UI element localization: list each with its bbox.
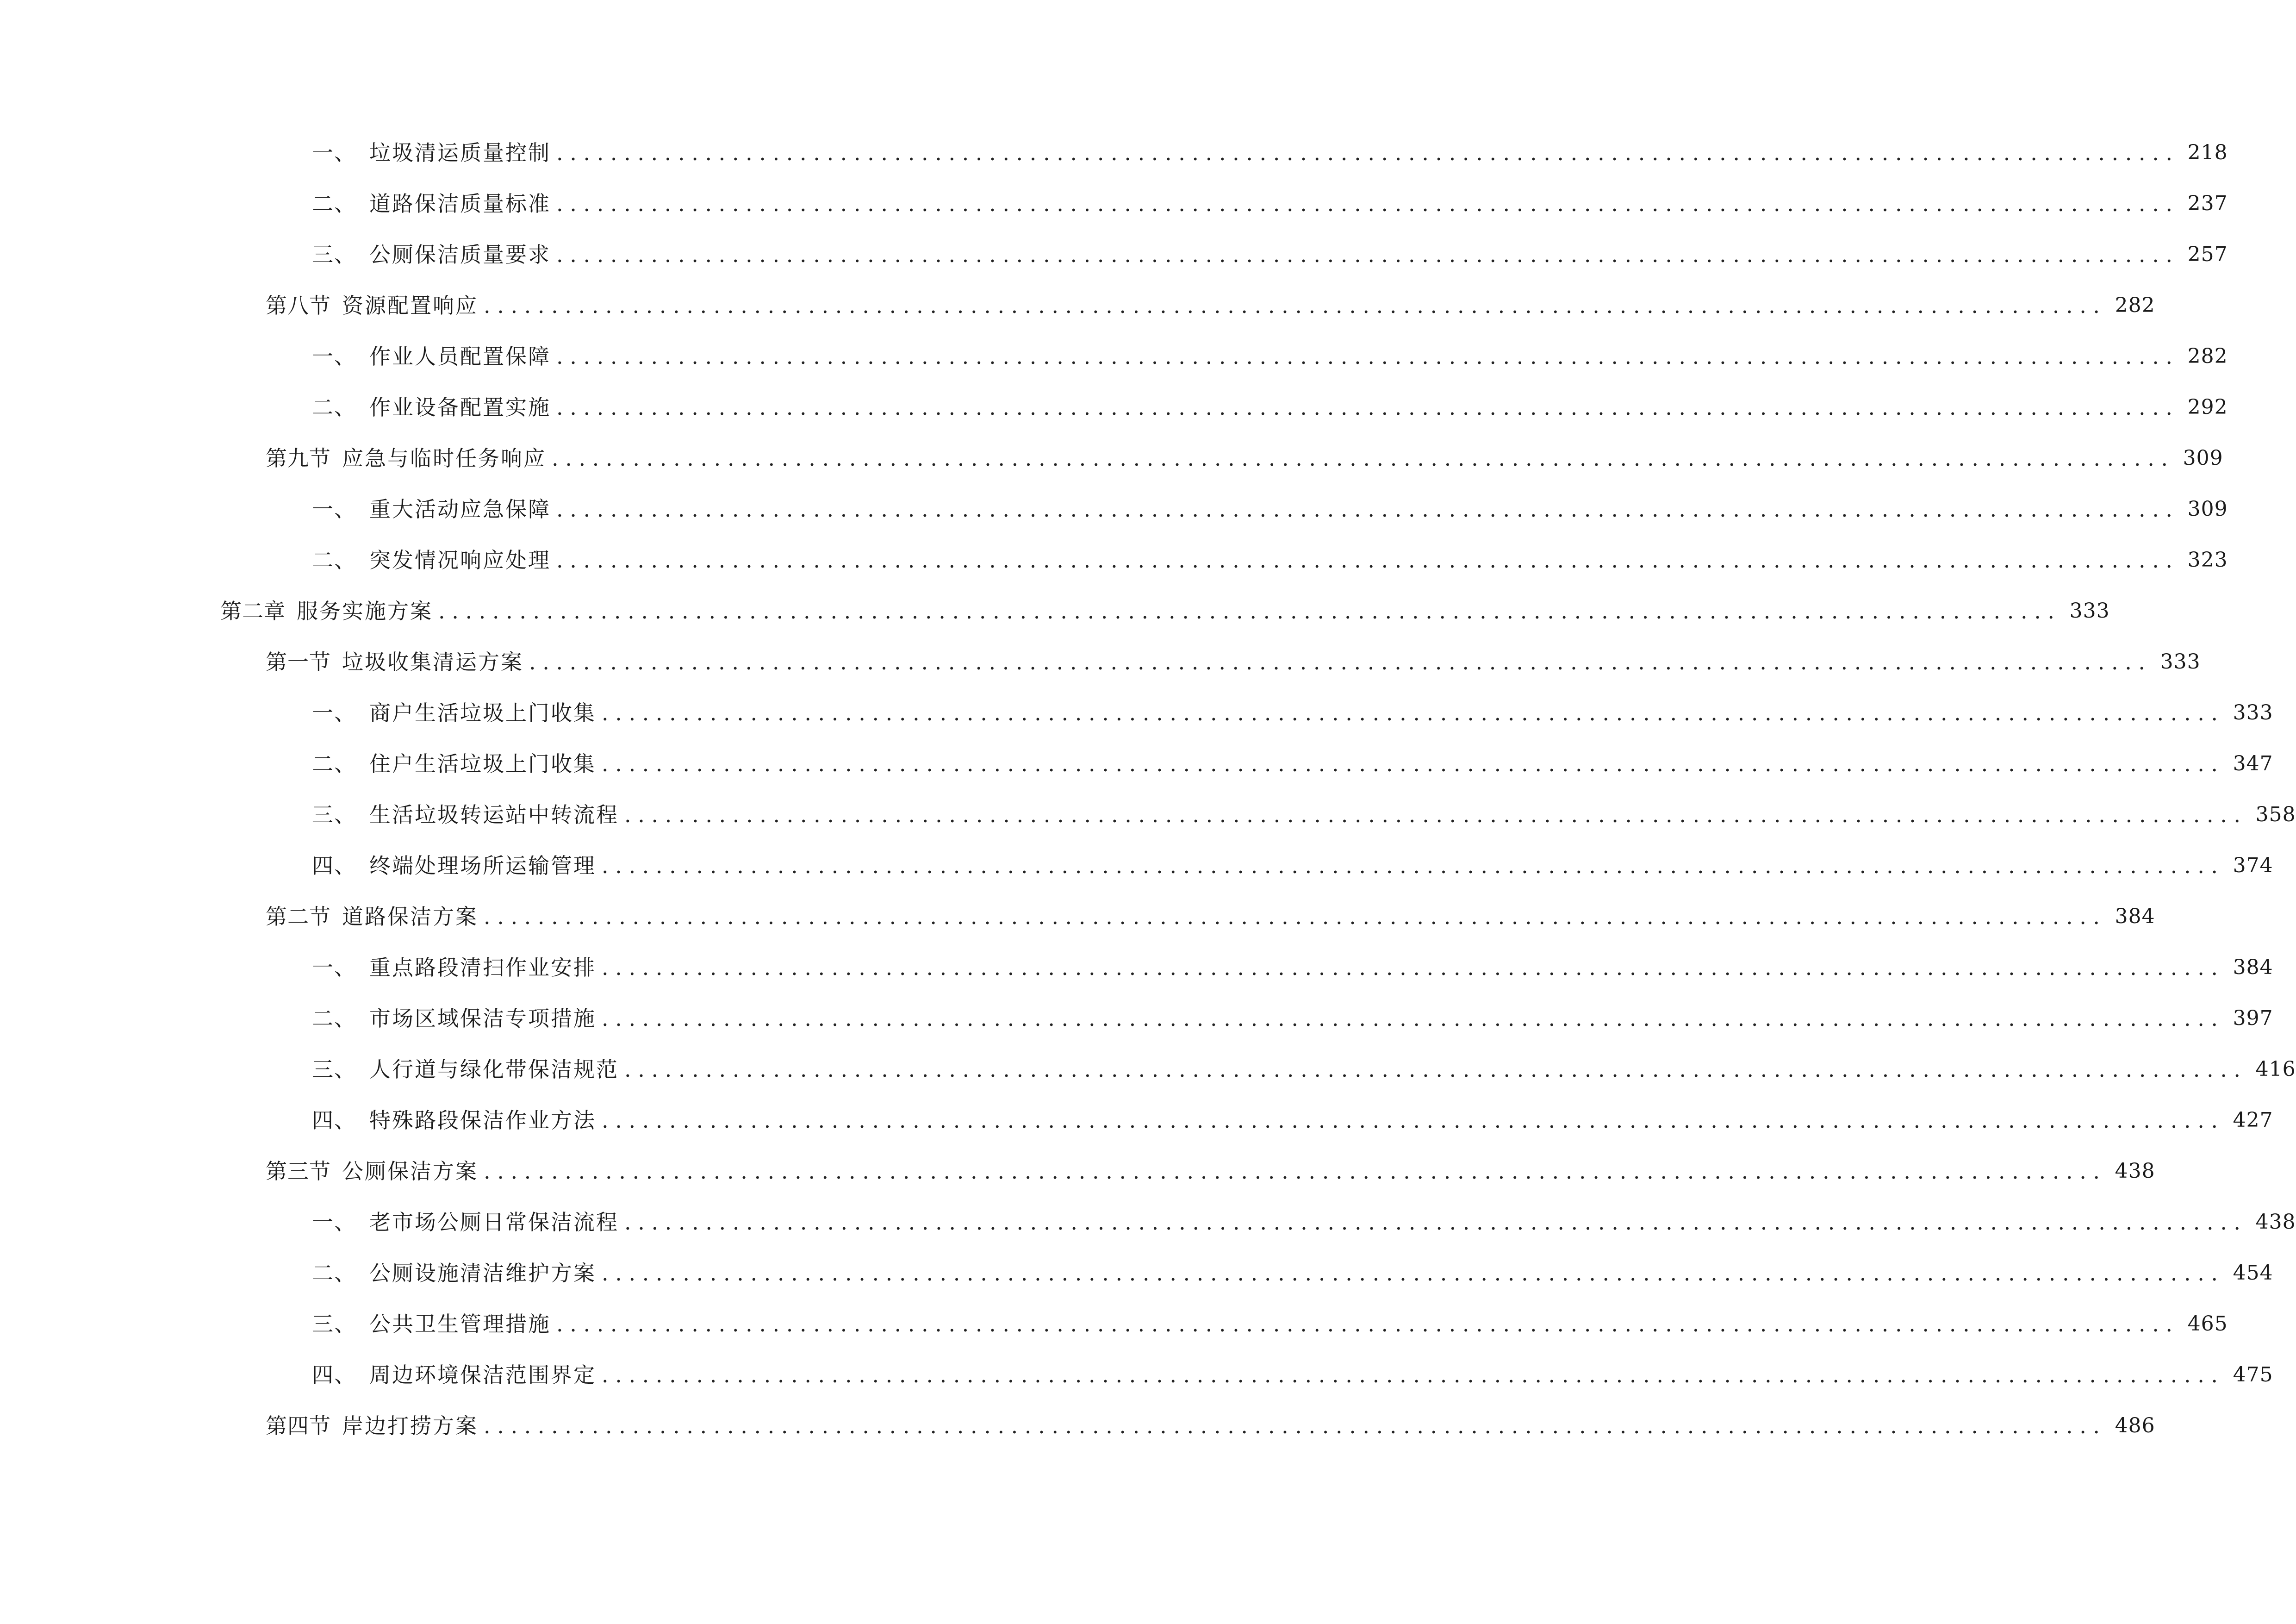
toc-entry-title: 垃圾清运质量控制	[369, 140, 551, 165]
toc-leader-dots: ........................................................................................................................	[484, 293, 2107, 318]
toc-entry-title: 道路保洁质量标准	[369, 191, 551, 216]
toc-entry[interactable]	[312, 542, 2228, 579]
toc-page-number: 323	[2187, 548, 2228, 572]
toc-leader-dots: ........................................................................................................................	[602, 955, 2225, 980]
toc-page-number: 257	[2187, 243, 2228, 266]
toc-leader-dots: ........................................................................................................................	[484, 904, 2107, 929]
toc-entry-title: 道路保洁方案	[342, 904, 478, 929]
toc-page-number: 397	[2233, 1006, 2273, 1030]
toc-page-number: 282	[2187, 344, 2228, 368]
toc-entry-title: 终端处理场所运输管理	[369, 853, 596, 878]
toc-entry[interactable]	[312, 1000, 2273, 1037]
toc-entry-title: 资源配置响应	[342, 293, 478, 318]
toc-leader-dots: ........................................................................................................................	[556, 1312, 2179, 1337]
toc-leader-dots: ........................................................................................................................	[484, 1159, 2107, 1184]
toc-entry[interactable]	[312, 1051, 2296, 1088]
toc-page-number: 358	[2255, 803, 2296, 826]
toc-entry-number: 二、	[312, 1006, 356, 1031]
toc-page-number: 374	[2233, 854, 2273, 877]
toc-entry-title: 服务实施方案	[297, 599, 433, 624]
toc-page-number: 333	[2160, 650, 2201, 674]
toc-page-number: 384	[2115, 905, 2155, 928]
toc-page-number: 309	[2183, 446, 2223, 470]
toc-entry-title: 公共卫生管理措施	[369, 1312, 551, 1337]
toc-entry[interactable]	[266, 287, 2155, 324]
toc-entry-number: 第二章	[220, 599, 286, 624]
toc-leader-dots: ........................................................................................................................	[556, 497, 2179, 522]
toc-entry[interactable]	[312, 1305, 2228, 1343]
toc-leader-dots: ........................................................................................................................	[602, 751, 2225, 776]
toc-entry-title: 作业人员配置保障	[369, 344, 551, 369]
toc-page-number: 438	[2255, 1210, 2296, 1234]
toc-entry-title: 商户生活垃圾上门收集	[369, 700, 596, 725]
toc-page-number: 438	[2115, 1159, 2155, 1183]
toc-leader-dots: ........................................................................................................................	[624, 802, 2247, 827]
toc-entry-title: 生活垃圾转运站中转流程	[369, 802, 619, 827]
toc-leader-dots: ........................................................................................................................	[624, 1210, 2247, 1235]
toc-entry-title: 重点路段清扫作业安排	[369, 955, 596, 980]
toc-entry[interactable]	[266, 1407, 2155, 1444]
toc-entry[interactable]	[312, 949, 2273, 986]
toc-leader-dots: ........................................................................................................................	[484, 1413, 2107, 1438]
toc-entry-title: 公厕设施清洁维护方案	[369, 1261, 596, 1286]
toc-entry-number: 三、	[312, 242, 356, 267]
toc-entry-number: 第三节	[266, 1159, 331, 1184]
toc-page-number: 282	[2115, 294, 2155, 317]
toc-leader-dots: ........................................................................................................................	[556, 242, 2179, 267]
toc-leader-dots: ........................................................................................................................	[556, 395, 2179, 420]
toc-entry-title: 公厕保洁质量要求	[369, 242, 551, 267]
toc-entry[interactable]	[312, 185, 2228, 222]
toc-page-number: 347	[2233, 752, 2273, 775]
toc-entry-title: 周边环境保洁范围界定	[369, 1362, 596, 1387]
toc-entry[interactable]	[312, 694, 2273, 731]
toc-entry-title: 住户生活垃圾上门收集	[369, 751, 596, 776]
toc-entry-number: 二、	[312, 191, 356, 216]
toc-entry-number: 第四节	[266, 1413, 331, 1438]
toc-entry-number: 第九节	[266, 446, 331, 471]
toc-entry-number: 二、	[312, 1261, 356, 1286]
toc-page-number: 416	[2255, 1057, 2296, 1081]
toc-leader-dots: ........................................................................................................................	[556, 140, 2179, 165]
toc-entry[interactable]	[312, 847, 2273, 884]
toc-leader-dots: ........................................................................................................................	[602, 1261, 2225, 1286]
toc-entry[interactable]	[312, 1102, 2273, 1139]
toc-leader-dots: ........................................................................................................................	[602, 1108, 2225, 1133]
toc-entry[interactable]	[312, 134, 2228, 171]
toc-entry-number: 四、	[312, 1108, 356, 1133]
toc-page-number: 475	[2233, 1363, 2273, 1387]
toc-leader-dots: ........................................................................................................................	[624, 1057, 2247, 1082]
toc-entry-number: 一、	[312, 1210, 356, 1235]
toc-entry-title: 人行道与绿化带保洁规范	[369, 1057, 619, 1082]
toc-entry-number: 二、	[312, 548, 356, 573]
toc-entry-number: 三、	[312, 802, 356, 827]
toc-page-number: 454	[2233, 1261, 2273, 1285]
toc-page-number: 486	[2115, 1414, 2155, 1437]
toc-page-number: 309	[2187, 497, 2228, 521]
toc-leader-dots: ........................................................................................................................	[602, 700, 2225, 725]
toc-entry-title: 市场区域保洁专项措施	[369, 1006, 596, 1031]
toc-entry-title: 岸边打捞方案	[342, 1413, 478, 1438]
toc-leader-dots: ........................................................................................................................	[529, 650, 2152, 675]
toc-leader-dots: ........................................................................................................................	[602, 1362, 2225, 1387]
toc-entry-number: 第一节	[266, 650, 331, 675]
toc-entry-title: 突发情况响应处理	[369, 548, 551, 573]
toc-entry-number: 三、	[312, 1057, 356, 1082]
toc-entry-title: 特殊路段保洁作业方法	[369, 1108, 596, 1133]
toc-entry[interactable]	[266, 898, 2155, 935]
toc-entry-number: 一、	[312, 344, 356, 369]
toc-entry[interactable]	[312, 1255, 2273, 1292]
toc-leader-dots: ........................................................................................................................	[556, 344, 2179, 369]
toc-entry[interactable]	[312, 1356, 2273, 1393]
toc-entry-number: 四、	[312, 853, 356, 878]
toc-entry-title: 重大活动应急保障	[369, 497, 551, 522]
toc-entry[interactable]	[312, 796, 2296, 833]
toc-entry-number: 一、	[312, 497, 356, 522]
toc-entry-number: 一、	[312, 140, 356, 165]
toc-entry-title: 老市场公厕日常保洁流程	[369, 1210, 619, 1235]
toc-entry[interactable]	[312, 491, 2228, 528]
toc-page-number: 218	[2187, 141, 2228, 164]
toc-entry[interactable]	[312, 1204, 2296, 1241]
toc-page-number: 292	[2187, 395, 2228, 419]
toc-entry[interactable]	[312, 745, 2273, 782]
toc-entry[interactable]	[312, 389, 2228, 426]
toc-entry-number: 第二节	[266, 904, 331, 929]
toc-entry-number: 二、	[312, 395, 356, 420]
toc-entry[interactable]	[266, 1153, 2155, 1190]
toc-entry[interactable]	[220, 593, 2110, 630]
toc-entry[interactable]	[312, 236, 2228, 273]
toc-entry-number: 二、	[312, 751, 356, 776]
toc-entry-title: 应急与临时任务响应	[342, 446, 546, 471]
toc-entry-title: 作业设备配置实施	[369, 395, 551, 420]
toc-leader-dots: ........................................................................................................................	[438, 599, 2061, 624]
toc-page-number: 427	[2233, 1108, 2273, 1132]
toc-page-number: 237	[2187, 192, 2228, 215]
toc-entry[interactable]	[266, 440, 2223, 477]
toc-entry-number: 第八节	[266, 293, 331, 318]
toc-page-number: 465	[2187, 1312, 2228, 1336]
toc-page-number: 384	[2233, 956, 2273, 979]
toc-entry-number: 一、	[312, 700, 356, 725]
toc-entry-number: 一、	[312, 955, 356, 980]
toc-entry[interactable]	[312, 338, 2228, 375]
toc-entry[interactable]	[266, 643, 2201, 681]
toc-entry-number: 四、	[312, 1362, 356, 1387]
toc-page-number: 333	[2233, 701, 2273, 725]
toc-entry-number: 三、	[312, 1312, 356, 1337]
toc-entry-title: 垃圾收集清运方案	[342, 650, 523, 675]
toc-leader-dots: ........................................................................................................................	[602, 1006, 2225, 1031]
toc-leader-dots: ........................................................................................................................	[556, 191, 2179, 216]
toc-page-number: 333	[2069, 599, 2110, 623]
toc-leader-dots: ........................................................................................................................	[552, 446, 2175, 471]
toc-entry-title: 公厕保洁方案	[342, 1159, 478, 1184]
toc-leader-dots: ........................................................................................................................	[556, 548, 2179, 573]
toc-leader-dots: ........................................................................................................................	[602, 853, 2225, 878]
